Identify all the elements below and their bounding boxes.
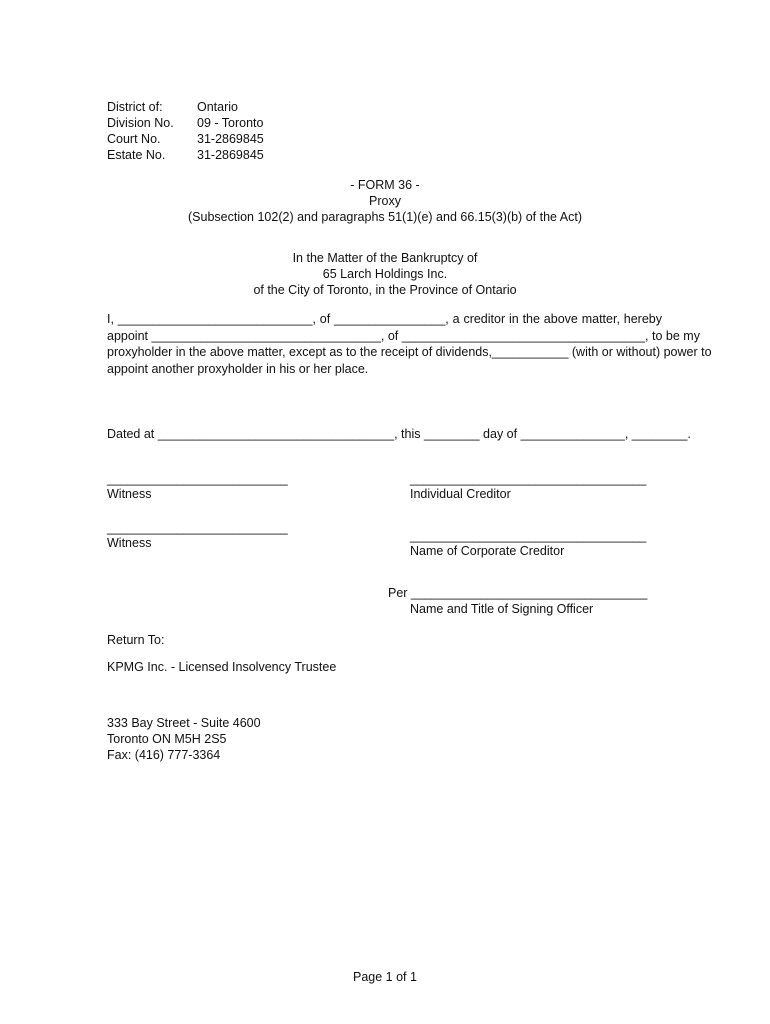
creditor-signature-line: __________________________________ <box>410 472 647 486</box>
proxy-paragraph <box>107 311 712 377</box>
dated-line: Dated at __________________________________, this ________ day of _______________, ________. <box>107 427 691 441</box>
court-value: 31-2869845 <box>197 132 264 146</box>
trustee-name: KPMG Inc. - Licensed Insolvency Trustee <box>107 660 337 674</box>
signing-officer-label: Name and Title of Signing Officer <box>410 602 594 616</box>
paragraph-line-4: appoint another proxyholder in his or her place. <box>107 361 369 376</box>
paragraph-line-3: proxyholder in the above matter, except as to the receipt of dividends,___________ (with or without) power to <box>107 345 712 359</box>
paragraph-line-2: appoint _________________________________, of ___________________________________, to be my <box>107 328 700 343</box>
address-line-1: 333 Bay Street - Suite 4600 <box>107 716 261 730</box>
per-signature-line: Per __________________________________ <box>388 586 648 600</box>
court-label: Court No. <box>107 132 161 146</box>
matter-line-1: In the Matter of the Bankruptcy of <box>292 251 478 265</box>
district-value: Ontario <box>197 100 238 114</box>
form-number: - FORM 36 - <box>350 178 420 192</box>
form-subtitle: (Subsection 102(2) and paragraphs 51(1)(e) and 66.15(3)(b) of the Act) <box>188 210 582 224</box>
witness-signature-line-1: __________________________ <box>107 472 288 486</box>
fax-number: Fax: (416) 777-3364 <box>107 748 221 762</box>
witness-label-1: Witness <box>107 487 152 501</box>
form-title: Proxy <box>369 194 401 208</box>
division-value: 09 - Toronto <box>197 116 264 130</box>
division-label: Division No. <box>107 116 174 130</box>
district-label: District of: <box>107 100 163 114</box>
paragraph-line-1: I, ____________________________, of ________________, a creditor in the above matter, hereby <box>107 312 662 326</box>
address-line-2: Toronto ON M5H 2S5 <box>107 732 227 746</box>
matter-location: of the City of Toronto, in the Province of Ontario <box>253 283 517 297</box>
page-number: Page 1 of 1 <box>353 970 417 984</box>
witness-label-2: Witness <box>107 536 152 550</box>
matter-company: 65 Larch Holdings Inc. <box>322 267 448 281</box>
witness-signature-line-2: __________________________ <box>107 521 288 535</box>
estate-value: 31-2869845 <box>197 148 264 162</box>
estate-label: Estate No. <box>107 148 166 162</box>
individual-creditor-label: Individual Creditor <box>410 487 511 501</box>
corporate-creditor-line: __________________________________ <box>410 529 647 543</box>
return-to-heading: Return To: <box>107 633 165 647</box>
corporate-creditor-label: Name of Corporate Creditor <box>410 544 565 558</box>
